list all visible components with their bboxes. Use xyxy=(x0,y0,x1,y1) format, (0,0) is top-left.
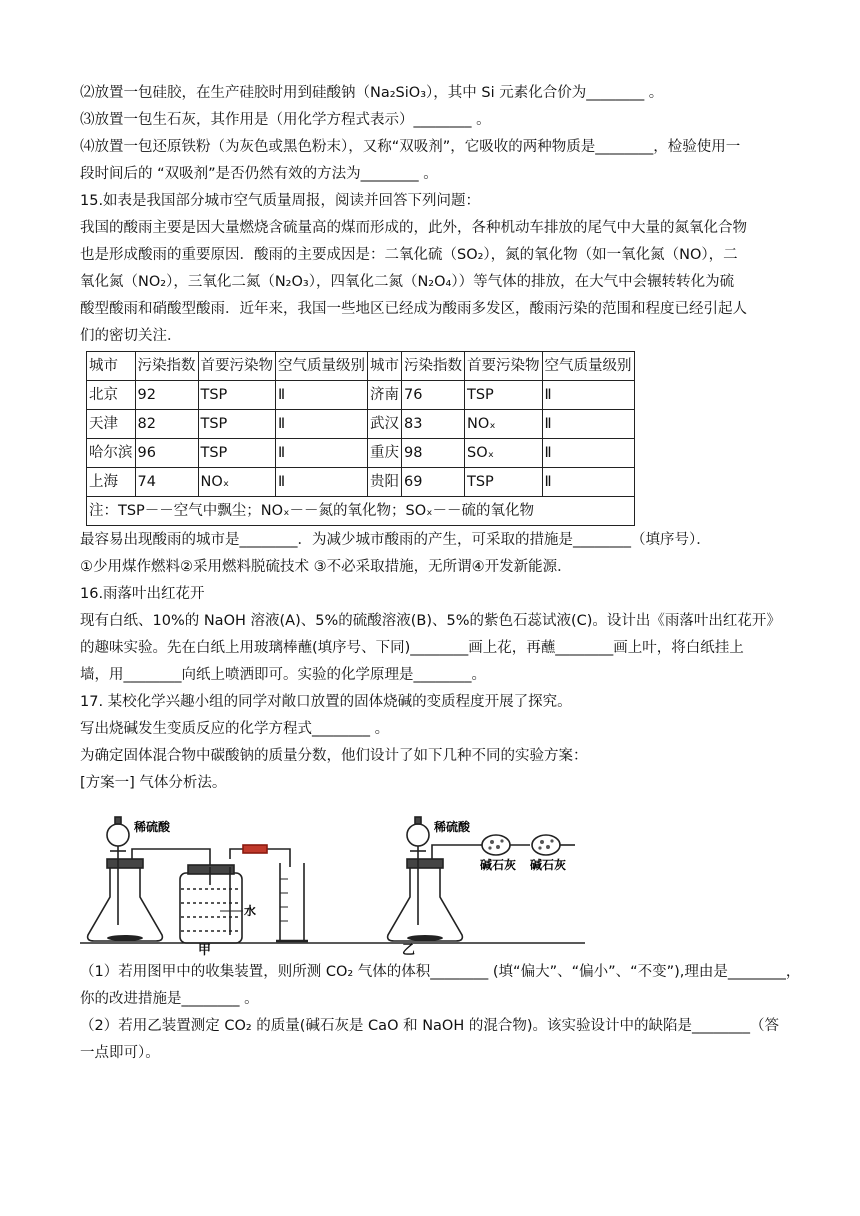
table-cell: Ⅱ xyxy=(276,439,368,468)
table-cell: Ⅱ xyxy=(542,410,634,439)
table-cell: TSP xyxy=(198,439,276,468)
q14-part3: ⑶放置一包生石灰，其作用是（用化学方程式表示）________ 。 xyxy=(80,112,491,128)
q17-answer1-line2: 你的改进措施是________ 。 xyxy=(80,991,259,1007)
q14-part4-line2: 段时间后的 “双吸剂”是否仍然有效的方法为________ 。 xyxy=(80,166,438,182)
drying-tube-1 xyxy=(482,835,510,855)
table-cell: 武汉 xyxy=(368,410,402,439)
caption-b: 乙 xyxy=(402,943,416,958)
q17-answer2-line2: 一点即可）。 xyxy=(80,1045,160,1061)
header-cell: 城市 xyxy=(87,352,136,381)
table-note-row xyxy=(87,497,635,526)
header-cell: 空气质量级别 xyxy=(542,352,634,381)
label-water: 水 xyxy=(244,904,257,918)
funnel-a-bulb xyxy=(107,824,129,846)
table-cell: 北京 xyxy=(87,381,136,410)
table-cell: 96 xyxy=(135,439,198,468)
tube-b xyxy=(432,845,480,859)
drying-tube-2 xyxy=(532,835,560,855)
q17-answer1-line1: （1）若用图甲中的收集装置，则所测 CO₂ 气体的体积________ (填“偏大”、“偏小”、“不变”),理由是________， xyxy=(80,964,801,980)
header-cell: 首要污染物 xyxy=(198,352,276,381)
q17-answer2-line1: （2）若用乙装置测定 CO₂ 的质量(碱石灰是 CaO 和 NaOH 的混合物)。该实验设计中的缺陷是________（答 xyxy=(80,1018,780,1034)
table-row xyxy=(87,410,635,439)
table-cell: NOₓ xyxy=(198,468,276,497)
q15-para-line5: 们的密切关注． xyxy=(80,328,182,344)
table-cell: NOₓ xyxy=(465,410,543,439)
table-cell: 76 xyxy=(402,381,465,410)
label-acid-b: 稀硫酸 xyxy=(434,820,471,834)
table-cell: Ⅱ xyxy=(276,468,368,497)
air-quality-table xyxy=(86,351,635,526)
q16-line3: 墙，用________向纸上喷洒即可。实验的化学原理是________。 xyxy=(80,667,486,683)
table-cell: 83 xyxy=(402,410,465,439)
table-cell: TSP xyxy=(198,381,276,410)
table-row xyxy=(87,381,635,410)
q16-title: 16.雨落叶出红花开 xyxy=(80,586,205,602)
header-cell: 污染指数 xyxy=(135,352,198,381)
graduated-cylinder xyxy=(280,863,304,941)
q15-options: ①少用煤作燃料②采用燃料脱硫技术 ③不必采取措施，无所谓④开发新能源． xyxy=(80,559,572,575)
table-cell: 济南 xyxy=(368,381,402,410)
table-note: 注：TSP－－空气中飘尘；NOₓ－－氮的氧化物；SOₓ－－硫的氧化物 xyxy=(87,497,635,526)
q15-title: 15.如表是我国部分城市空气质量周报，阅读并回答下列问题： xyxy=(80,193,481,209)
q16-line1: 现有白纸、10%的 NaOH 溶液(A)、5%的硫酸溶液(B)、5%的紫色石蕊试液(C)。设计出《雨落叶出红花开》 xyxy=(80,613,781,629)
table-cell: Ⅱ xyxy=(542,381,634,410)
funnel-b-bulb xyxy=(407,824,429,846)
q15-question: 最容易出现酸雨的城市是________．为减少城市酸雨的产生，可采取的措施是________（填序号）． xyxy=(80,532,711,548)
flask-b-stopper xyxy=(407,859,443,868)
table-cell: Ⅱ xyxy=(542,439,634,468)
table-cell: TSP xyxy=(465,468,543,497)
table-row xyxy=(87,439,635,468)
table-cell: Ⅱ xyxy=(542,468,634,497)
header-cell: 污染指数 xyxy=(402,352,465,381)
header-cell: 首要污染物 xyxy=(465,352,543,381)
table-cell: Ⅱ xyxy=(276,381,368,410)
q15-para-line4: 酸型酸雨和硝酸型酸雨．近年来，我国一些地区已经成为酸雨多发区，酸雨污染的范围和程度已经引起人 xyxy=(80,301,747,317)
table-cell: TSP xyxy=(465,381,543,410)
q15-para-line1: 我国的酸雨主要是因大量燃烧含硫量高的煤而形成的，此外，各种机动车排放的尾气中大量的氮氧化合物 xyxy=(80,220,747,236)
q14-part2: ⑵放置一包硅胶，在生产硅胶时用到硅酸钠（Na₂SiO₃），其中 Si 元素化合价为________ 。 xyxy=(80,85,664,101)
label-acid-a: 稀硫酸 xyxy=(134,820,171,834)
q15-para-line2: 也是形成酸雨的重要原因．酸雨的主要成因是：二氧化硫（SO₂），氮的氧化物（如一氧化氮（NO），二 xyxy=(80,247,738,263)
table-header-row xyxy=(87,352,635,381)
document-page xyxy=(80,80,801,1067)
table-cell: 天津 xyxy=(87,410,136,439)
flask-a-stopper xyxy=(107,859,143,868)
q15-para-line3: 氧化氮（NO₂），三氧化二氮（N₂O₃），四氧化二氮（N₂O₄））等气体的排放，在大气中会辗转转化为硫 xyxy=(80,274,735,290)
table-cell: 贵阳 xyxy=(368,468,402,497)
table-cell: 82 xyxy=(135,410,198,439)
table-cell: 重庆 xyxy=(368,439,402,468)
funnel-b-cap xyxy=(415,817,421,824)
gas-bottle-stopper xyxy=(188,865,234,874)
apparatus-figure xyxy=(80,807,585,947)
table-cell: 上海 xyxy=(87,468,136,497)
label-soda-lime-1: 碱石灰 xyxy=(480,858,517,872)
q16-line2: 的趣味实验。先在白纸上用玻璃棒蘸(填序号、下同)________画上花，再蘸________画上叶，将白纸挂上 xyxy=(80,640,744,656)
table-cell: 74 xyxy=(135,468,198,497)
table-cell: 69 xyxy=(402,468,465,497)
flask-a xyxy=(88,867,163,941)
caption-a: 甲 xyxy=(198,943,212,958)
header-cell: 空气质量级别 xyxy=(276,352,368,381)
header-cell: 城市 xyxy=(368,352,402,381)
apparatus-diagram xyxy=(80,807,585,947)
table-cell: 哈尔滨 xyxy=(87,439,136,468)
q17-line1: 写出烧碱发生变质反应的化学方程式________ 。 xyxy=(80,721,390,737)
q17-line2: 为确定固体混合物中碳酸钠的质量分数，他们设计了如下几种不同的实验方案： xyxy=(80,748,588,764)
funnel-a-cap xyxy=(115,817,121,824)
table-cell: 98 xyxy=(402,439,465,468)
q17-plan-label: [方案一] 气体分析法。 xyxy=(80,775,227,791)
q17-title: 17. 某校化学兴趣小组的同学对敞口放置的固体烧碱的变质程度开展了探究。 xyxy=(80,694,572,710)
gas-bottle xyxy=(180,873,242,943)
rubber-connector xyxy=(243,845,267,853)
flask-b xyxy=(388,867,463,941)
table-cell: SOₓ xyxy=(465,439,543,468)
table-cell: 92 xyxy=(135,381,198,410)
label-soda-lime-2: 碱石灰 xyxy=(530,858,567,872)
table-cell: TSP xyxy=(198,410,276,439)
table-row xyxy=(87,468,635,497)
table-cell: Ⅱ xyxy=(276,410,368,439)
q14-part4-line1: ⑷放置一包还原铁粉（为灰色或黑色粉末），又称“双吸剂”，它吸收的两种物质是________，检验使用一 xyxy=(80,139,741,155)
